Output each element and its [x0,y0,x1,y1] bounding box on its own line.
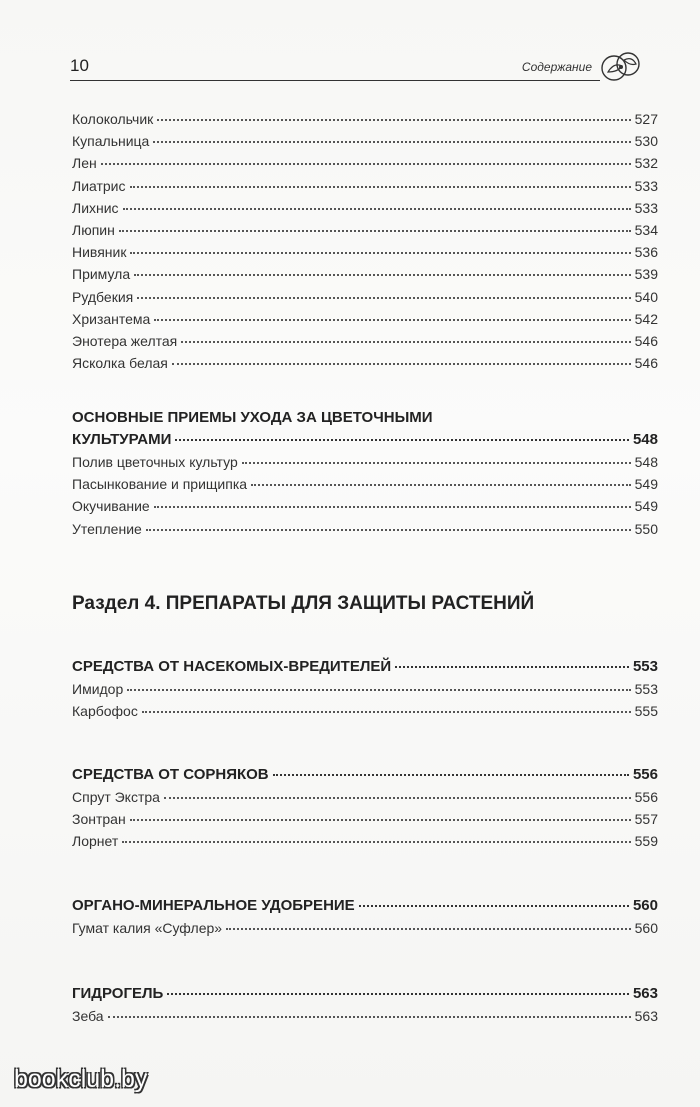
toc-entry[interactable] [72,786,658,808]
section-heading-page: 548 [632,431,658,448]
toc-entry-title: Окучивание [72,498,150,515]
toc-entry-page: 560 [634,920,658,936]
section-heading-page: 556 [632,766,658,783]
toc-entry-title: Лорнет [72,833,119,850]
toc-entry-page: 546 [634,355,658,372]
toc-section-hydrogel [72,983,658,1027]
toc-entry-title: Люпин [72,222,115,239]
toc-entry[interactable] [72,473,658,495]
section-heading[interactable] [72,983,658,1005]
toc-entry-title: Гумат калия «Суфлер» [72,920,223,936]
toc-entry-page: 539 [634,266,658,283]
section-heading[interactable] [72,895,658,917]
leader-dots [154,319,630,321]
leader-dots [359,905,629,907]
leader-dots [134,274,631,276]
toc-entry-page: 550 [634,520,658,537]
leader-dots [142,711,631,713]
toc-entry-title: Спрут Экстра [72,789,160,805]
toc-section-care [72,407,658,540]
leader-dots [127,689,630,691]
toc-section-weeds [72,764,658,853]
leader-dots [146,529,631,531]
toc-entry-page: 540 [634,288,658,305]
toc-entry-title: Зеба [72,1008,104,1024]
section-heading[interactable] [72,429,658,451]
toc-entry-title: Купальница [72,133,150,150]
toc-entry-page: 556 [634,789,658,805]
toc-entry-page: 549 [634,498,658,515]
leader-dots [154,506,631,508]
toc-entry-page: 542 [634,310,658,327]
toc-entry[interactable] [72,197,658,219]
leader-dots [130,819,631,821]
leader-dots [157,119,630,121]
toc-entry-page: 536 [634,244,658,261]
toc-entry-title: Хризантема [72,310,151,327]
toc-entry[interactable] [72,830,658,852]
toc-entry-title: Имидор [72,681,124,697]
toc-entry-page: 546 [634,333,658,350]
toc-entry-page: 563 [634,1008,658,1024]
leader-dots [153,141,630,143]
section-heading[interactable] [72,656,658,678]
toc-entry[interactable] [72,451,658,473]
toc-entry-page: 549 [634,476,658,493]
toc-entry[interactable] [72,108,658,130]
toc-entry-title: Зонтран [72,811,126,828]
leader-dots [130,186,631,188]
flower-logo-icon [594,50,650,82]
toc-entry-page: 559 [634,833,658,850]
toc-entry-page: 533 [634,199,658,216]
leader-dots [242,462,631,464]
toc-block-plants [72,108,658,374]
toc-entry-title: Рудбекия [72,288,134,305]
toc-entry-page: 530 [634,133,658,150]
page-header [70,50,660,84]
section-heading-title: СРЕДСТВА ОТ СОРНЯКОВ [72,766,269,783]
leader-dots [395,666,629,668]
toc-entry-page: 527 [634,111,658,127]
toc-entry[interactable] [72,175,658,197]
toc-entry[interactable] [72,263,658,285]
toc-entry-page: 532 [634,155,658,172]
toc-entry[interactable] [72,330,658,352]
header-rule [70,80,600,81]
section-heading[interactable] [72,764,658,786]
section-heading-page: 563 [632,985,658,1002]
page-number: 10 [70,56,89,75]
section-heading-title: СРЕДСТВА ОТ НАСЕКОМЫХ-ВРЕДИТЕЛЕЙ [72,658,392,675]
toc-entry[interactable] [72,352,658,374]
leader-dots [273,774,629,776]
running-title: Содержание [521,60,592,74]
leader-dots [101,163,631,165]
toc-entry[interactable] [72,917,658,939]
toc-entry-title: Лихнис [72,199,119,216]
toc-entry-title: Утепление [72,520,142,537]
leader-dots [226,928,631,930]
toc-entry-title: Карбофос [72,703,138,720]
toc-entry-title: Ясколка белая [72,355,168,372]
leader-dots [119,230,631,232]
leader-dots [167,993,629,995]
section-heading-title: ГИДРОГЕЛЬ [72,985,164,1002]
section-heading-line1[interactable]: ОСНОВНЫЕ ПРИЕМЫ УХОДА ЗА ЦВЕТОЧНЫМИ [72,409,433,426]
toc-entry-page: 557 [634,811,658,828]
toc-entry-title: Пасынкование и прищипка [72,476,248,493]
toc-entry-page: 534 [634,222,658,239]
toc-entry[interactable] [72,241,658,263]
toc-entry[interactable] [72,518,658,540]
leader-dots [172,363,631,365]
toc-entry[interactable] [72,678,658,700]
toc-entry-title: Лен [72,155,97,172]
toc-entry[interactable] [72,152,658,174]
section-heading-title: ОРГАНО-МИНЕРАЛЬНОЕ УДОБРЕНИЕ [72,897,355,914]
toc-entry-title: Нивяник [72,244,127,261]
leader-dots [251,484,631,486]
toc-entry-title: Полив цветочных культур [72,454,238,470]
toc-entry-title: Примула [72,266,131,283]
leader-dots [164,797,631,799]
toc-entry-page: 555 [634,703,658,720]
toc-entry[interactable] [72,808,658,830]
leader-dots [181,341,630,343]
toc-entry[interactable] [72,308,658,330]
toc-section-fertilizer [72,895,658,939]
leader-dots [130,252,630,254]
toc-entry[interactable] [72,130,658,152]
toc-entry-title: Колокольчик [72,111,154,127]
toc-entry[interactable] [72,700,658,722]
toc-entry-page: 553 [634,681,658,697]
part-title[interactable]: Раздел 4. ПРЕПАРАТЫ ДЛЯ ЗАЩИТЫ РАСТЕНИЙ [72,593,535,614]
toc-entry[interactable] [72,495,658,517]
site-watermark: bookclub.by [14,1065,148,1093]
section-heading-page: 553 [632,658,658,675]
toc-entry-page: 548 [634,454,658,470]
toc-entry[interactable] [72,286,658,308]
leader-dots [137,297,630,299]
toc-entry-page: 533 [634,177,658,194]
section-heading-title: КУЛЬТУРАМИ [72,431,172,448]
toc-entry-title: Лиатрис [72,177,126,194]
leader-dots [175,439,629,441]
toc-entry[interactable] [72,1005,658,1027]
leader-dots [108,1016,631,1018]
leader-dots [123,208,631,210]
toc-section-insects [72,656,658,722]
section-heading-page: 560 [632,897,658,914]
leader-dots [122,841,630,843]
toc-entry-title: Энотера желтая [72,333,178,350]
toc-entry[interactable] [72,219,658,241]
